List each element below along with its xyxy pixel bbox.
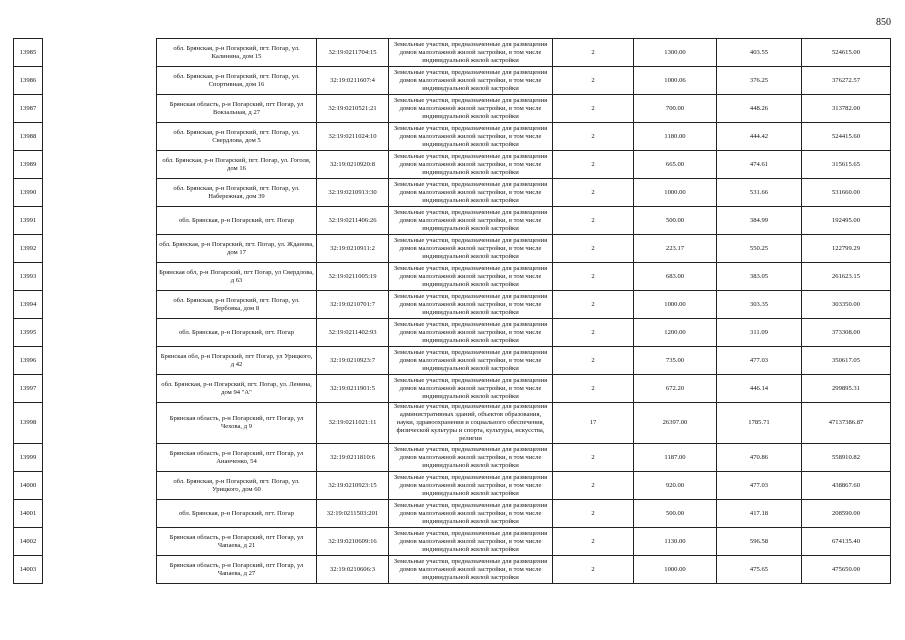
cadastral-value-cell: 524415.60 [802, 123, 891, 151]
land-use-cell: Земельные участки, предназначенные для размещения домов малоэтажной жилой застройки, в том числе индивидуальной жилой застройки [389, 375, 553, 403]
spacer-cell [43, 263, 157, 291]
cadastral-value-cell: 475650.00 [802, 556, 891, 584]
group-number-cell: 2 [553, 528, 634, 556]
table-row [14, 500, 891, 528]
cadastral-value-cell: 261623.15 [802, 263, 891, 291]
row-number-cell: 13996 [14, 347, 43, 375]
table-row [14, 528, 891, 556]
spacer-cell [43, 179, 157, 207]
spacer-cell [43, 151, 157, 179]
address-cell: обл. Брянская, р-н Погарский, пгт. Погар, ул. Спортивная, дом 16 [157, 67, 317, 95]
address-cell: Брянская область, р-н Погарский, пгт Погар, ул Чехова, д 9 [157, 403, 317, 444]
cadastral-number-cell: 32:19:0210923:7 [317, 347, 389, 375]
area-cell: 1000.00 [634, 179, 717, 207]
address-cell: обл. Брянская, р-н Погарский, пгт. Погар, ул. Гоголя, дом 16 [157, 151, 317, 179]
specific-value-cell: 417.18 [717, 500, 802, 528]
row-number-cell: 14001 [14, 500, 43, 528]
spacer-cell [43, 347, 157, 375]
cadastral-value-cell: 47137386.87 [802, 403, 891, 444]
cadastral-number-cell: 32:19:0211810:6 [317, 444, 389, 472]
land-use-cell: Земельные участки, предназначенные для размещения домов малоэтажной жилой застройки, в том числе индивидуальной жилой застройки [389, 151, 553, 179]
area-cell: 735.00 [634, 347, 717, 375]
cadastral-value-cell: 524615.00 [802, 39, 891, 67]
land-use-cell: Земельные участки, предназначенные для размещения домов малоэтажной жилой застройки, в том числе индивидуальной жилой застройки [389, 556, 553, 584]
cadastral-value-cell: 303350.00 [802, 291, 891, 319]
land-use-cell: Земельные участки, предназначенные для размещения домов малоэтажной жилой застройки, в том числе индивидуальной жилой застройки [389, 207, 553, 235]
address-cell: обл. Брянская, р-н Погарский, пгт. Погар, ул. Вербовка, дом 8 [157, 291, 317, 319]
area-cell: 1300.00 [634, 39, 717, 67]
area-cell: 223.17 [634, 235, 717, 263]
cadastral-number-cell: 32:19:0210609:16 [317, 528, 389, 556]
address-cell: Брянская область, р-н Погарский, пгт Погар, ул Ананченко, 54 [157, 444, 317, 472]
cadastral-number-cell: 32:19:0210920:8 [317, 151, 389, 179]
specific-value-cell: 477.03 [717, 472, 802, 500]
cadastral-number-cell: 32:19:0211021:11 [317, 403, 389, 444]
spacer-cell [43, 500, 157, 528]
row-number-cell: 13989 [14, 151, 43, 179]
table-row [14, 151, 891, 179]
row-number-cell: 13987 [14, 95, 43, 123]
area-cell: 672.20 [634, 375, 717, 403]
area-cell: 1130.00 [634, 528, 717, 556]
group-number-cell: 17 [553, 403, 634, 444]
spacer-cell [43, 207, 157, 235]
area-cell: 1187.00 [634, 444, 717, 472]
address-cell: обл. Брянская, р-н Погарский, пгт. Погар, ул. Урицкого, дом 60 [157, 472, 317, 500]
row-number-cell: 13988 [14, 123, 43, 151]
specific-value-cell: 311.09 [717, 319, 802, 347]
area-cell: 700.00 [634, 95, 717, 123]
land-use-cell: Земельные участки, предназначенные для размещения домов малоэтажной жилой застройки, в том числе индивидуальной жилой застройки [389, 347, 553, 375]
cadastral-value-cell: 313782.00 [802, 95, 891, 123]
land-use-cell: Земельные участки, предназначенные для размещения домов малоэтажной жилой застройки, в том числе индивидуальной жилой застройки [389, 123, 553, 151]
row-number-cell: 13986 [14, 67, 43, 95]
group-number-cell: 2 [553, 263, 634, 291]
cadastral-number-cell: 32:19:0211402:93 [317, 319, 389, 347]
specific-value-cell: 477.03 [717, 347, 802, 375]
table-row [14, 235, 891, 263]
cadastral-value-cell: 531660.00 [802, 179, 891, 207]
address-cell: обл. Брянская, р-н Погарский, пгт. Погар [157, 319, 317, 347]
spacer-cell [43, 67, 157, 95]
cadastral-value-cell: 315615.65 [802, 151, 891, 179]
table-row [14, 444, 891, 472]
cadastral-value-cell: 208590.00 [802, 500, 891, 528]
table-row [14, 263, 891, 291]
cadastral-number-cell: 32:19:0211406:26 [317, 207, 389, 235]
specific-value-cell: 384.99 [717, 207, 802, 235]
cadastral-number-cell: 32:19:0211704:15 [317, 39, 389, 67]
table-row [14, 556, 891, 584]
cadastral-number-cell: 32:19:0211901:5 [317, 375, 389, 403]
group-number-cell: 2 [553, 347, 634, 375]
cadastral-number-cell: 32:19:0211607:4 [317, 67, 389, 95]
spacer-cell [43, 528, 157, 556]
table-row [14, 95, 891, 123]
table-body [14, 39, 891, 584]
address-cell: обл. Брянская, р-н Погарский, пгт. Погар [157, 500, 317, 528]
cadastral-number-cell: 32:19:0210913:30 [317, 179, 389, 207]
area-cell: 683.00 [634, 263, 717, 291]
specific-value-cell: 531.66 [717, 179, 802, 207]
group-number-cell: 2 [553, 39, 634, 67]
row-number-cell: 13985 [14, 39, 43, 67]
spacer-cell [43, 95, 157, 123]
table-row [14, 67, 891, 95]
table-row [14, 39, 891, 67]
group-number-cell: 2 [553, 67, 634, 95]
land-use-cell: Земельные участки, предназначенные для размещения домов малоэтажной жилой застройки, в том числе индивидуальной жилой застройки [389, 95, 553, 123]
group-number-cell: 2 [553, 179, 634, 207]
spacer-cell [43, 444, 157, 472]
group-number-cell: 2 [553, 444, 634, 472]
address-cell: Брянская обл, р-н Погарский, пгт Погар, ул Свердлова, д 63 [157, 263, 317, 291]
specific-value-cell: 376.25 [717, 67, 802, 95]
spacer-cell [43, 235, 157, 263]
land-use-cell: Земельные участки, предназначенные для размещения домов малоэтажной жилой застройки, в том числе индивидуальной жилой застройки [389, 528, 553, 556]
spacer-cell [43, 403, 157, 444]
address-cell: Брянская область, р-н Погарский, пгт Погар, ул Чапаева, д 27 [157, 556, 317, 584]
area-cell: 1000.06 [634, 67, 717, 95]
area-cell: 665.00 [634, 151, 717, 179]
cadastral-value-cell: 192495.00 [802, 207, 891, 235]
spacer-cell [43, 556, 157, 584]
address-cell: обл. Брянская, р-н Погарский, пгт. Погар [157, 207, 317, 235]
address-cell: обл. Брянская, р-н Погарский, пгт. Погар, ул. Свердлова, дом 5 [157, 123, 317, 151]
table-row [14, 291, 891, 319]
table-row [14, 179, 891, 207]
address-cell: обл. Брянская, р-н Погарский, пгт. Погар, ул. Калинина, дом 15 [157, 39, 317, 67]
specific-value-cell: 446.14 [717, 375, 802, 403]
area-cell: 1000.00 [634, 291, 717, 319]
specific-value-cell: 596.58 [717, 528, 802, 556]
land-use-cell: Земельные участки, предназначенные для размещения домов малоэтажной жилой застройки, в том числе индивидуальной жилой застройки [389, 39, 553, 67]
group-number-cell: 2 [553, 207, 634, 235]
row-number-cell: 13995 [14, 319, 43, 347]
group-number-cell: 2 [553, 291, 634, 319]
address-cell: обл. Брянская, р-н Погарский, пгт. Погар, ул. Набережная, дом 39 [157, 179, 317, 207]
land-use-cell: Земельные участки, предназначенные для размещения домов малоэтажной жилой застройки, в том числе индивидуальной жилой застройки [389, 291, 553, 319]
specific-value-cell: 448.26 [717, 95, 802, 123]
cadastral-number-cell: 32:19:0211005:19 [317, 263, 389, 291]
address-cell: Брянская область, р-н Погарский, пгт Погар, ул Вокзальная, д 27 [157, 95, 317, 123]
cadastral-value-cell: 373308.00 [802, 319, 891, 347]
group-number-cell: 2 [553, 123, 634, 151]
land-use-cell: Земельные участки, предназначенные для размещения административных зданий, объектов образования, науки, здравоохранения и социального обеспечения, физической культуры и спорта, культуры, искусства, религии [389, 403, 553, 444]
cadastral-number-cell: 32:19:0211024:10 [317, 123, 389, 151]
land-use-cell: Земельные участки, предназначенные для размещения домов малоэтажной жилой застройки, в том числе индивидуальной жилой застройки [389, 235, 553, 263]
specific-value-cell: 444.42 [717, 123, 802, 151]
row-number-cell: 13990 [14, 179, 43, 207]
spacer-cell [43, 375, 157, 403]
area-cell: 920.00 [634, 472, 717, 500]
row-number-cell: 13998 [14, 403, 43, 444]
cadastral-value-cell: 299895.31 [802, 375, 891, 403]
cadastral-value-cell: 376272.57 [802, 67, 891, 95]
group-number-cell: 2 [553, 375, 634, 403]
land-use-cell: Земельные участки, предназначенные для размещения домов малоэтажной жилой застройки, в том числе индивидуальной жилой застройки [389, 179, 553, 207]
specific-value-cell: 403.55 [717, 39, 802, 67]
group-number-cell: 2 [553, 556, 634, 584]
row-number-cell: 13999 [14, 444, 43, 472]
specific-value-cell: 474.61 [717, 151, 802, 179]
cadastral-number-cell: 32:19:0210701:7 [317, 291, 389, 319]
cadastral-number-cell: 32:19:0210521:21 [317, 95, 389, 123]
land-use-cell: Земельные участки, предназначенные для размещения домов малоэтажной жилой застройки, в том числе индивидуальной жилой застройки [389, 500, 553, 528]
spacer-cell [43, 319, 157, 347]
table-row [14, 319, 891, 347]
group-number-cell: 2 [553, 319, 634, 347]
specific-value-cell: 475.65 [717, 556, 802, 584]
cadastral-number-cell: 32:19:0210923:15 [317, 472, 389, 500]
land-use-cell: Земельные участки, предназначенные для размещения домов малоэтажной жилой застройки, в том числе индивидуальной жилой застройки [389, 319, 553, 347]
row-number-cell: 14003 [14, 556, 43, 584]
address-cell: обл. Брянская, р-н Погарский, пгт. Погар, ул. Жданова, дом 17 [157, 235, 317, 263]
specific-value-cell: 303.35 [717, 291, 802, 319]
row-number-cell: 14002 [14, 528, 43, 556]
group-number-cell: 2 [553, 500, 634, 528]
cadastral-number-cell: 32:19:0210606:3 [317, 556, 389, 584]
table-row [14, 472, 891, 500]
row-number-cell: 13991 [14, 207, 43, 235]
row-number-cell: 13993 [14, 263, 43, 291]
area-cell: 26397.00 [634, 403, 717, 444]
cadastral-value-cell: 122799.29 [802, 235, 891, 263]
group-number-cell: 2 [553, 472, 634, 500]
cadastral-value-cell: 558910.82 [802, 444, 891, 472]
address-cell: Брянская область, р-н Погарский, пгт Погар, ул Чапаева, д 21 [157, 528, 317, 556]
area-cell: 1000.00 [634, 556, 717, 584]
table-row [14, 123, 891, 151]
area-cell: 500.00 [634, 500, 717, 528]
row-number-cell: 14000 [14, 472, 43, 500]
cadastral-value-cell: 438867.60 [802, 472, 891, 500]
cadastral-value-cell: 674135.40 [802, 528, 891, 556]
spacer-cell [43, 123, 157, 151]
cadastral-number-cell: 32:19:0211503:201 [317, 500, 389, 528]
group-number-cell: 2 [553, 151, 634, 179]
page-number: 850 [876, 17, 891, 28]
specific-value-cell: 383.05 [717, 263, 802, 291]
group-number-cell: 2 [553, 95, 634, 123]
table-row [14, 207, 891, 235]
table-row [14, 375, 891, 403]
cadastral-value-table [13, 38, 891, 584]
table-row [14, 347, 891, 375]
area-cell: 1180.00 [634, 123, 717, 151]
land-use-cell: Земельные участки, предназначенные для размещения домов малоэтажной жилой застройки, в том числе индивидуальной жилой застройки [389, 67, 553, 95]
specific-value-cell: 550.25 [717, 235, 802, 263]
row-number-cell: 13992 [14, 235, 43, 263]
table-row [14, 403, 891, 444]
spacer-cell [43, 291, 157, 319]
spacer-cell [43, 39, 157, 67]
area-cell: 1200.00 [634, 319, 717, 347]
group-number-cell: 2 [553, 235, 634, 263]
row-number-cell: 13997 [14, 375, 43, 403]
specific-value-cell: 470.86 [717, 444, 802, 472]
spacer-cell [43, 472, 157, 500]
land-use-cell: Земельные участки, предназначенные для размещения домов малоэтажной жилой застройки, в том числе индивидуальной жилой застройки [389, 444, 553, 472]
land-use-cell: Земельные участки, предназначенные для размещения домов малоэтажной жилой застройки, в том числе индивидуальной жилой застройки [389, 263, 553, 291]
row-number-cell: 13994 [14, 291, 43, 319]
address-cell: Брянская обл, р-н Погарский, пгт Погар, ул Урицкого, д 42 [157, 347, 317, 375]
address-cell: обл. Брянская, р-н Погарский, пгт. Погар, ул. Ленина, дом 94 "А" [157, 375, 317, 403]
land-use-cell: Земельные участки, предназначенные для размещения домов малоэтажной жилой застройки, в том числе индивидуальной жилой застройки [389, 472, 553, 500]
cadastral-number-cell: 32:19:0210911:2 [317, 235, 389, 263]
cadastral-value-cell: 350617.05 [802, 347, 891, 375]
area-cell: 500.00 [634, 207, 717, 235]
specific-value-cell: 1785.71 [717, 403, 802, 444]
